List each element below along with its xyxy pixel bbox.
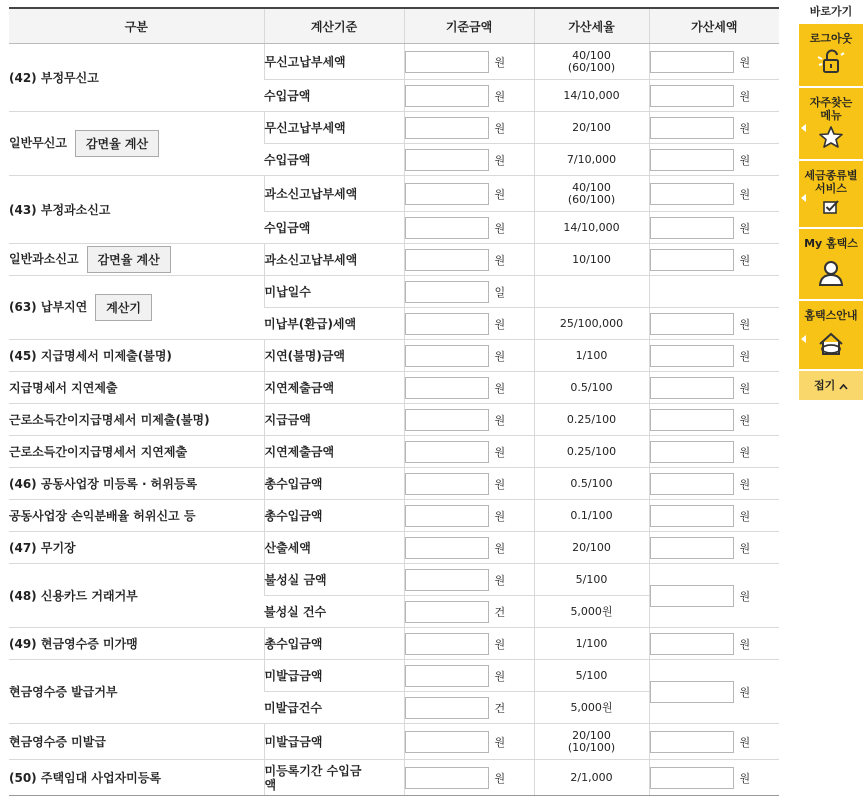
base-amount-input[interactable]: [405, 345, 489, 367]
unit-label: 원: [494, 573, 506, 587]
penalty-amount-input[interactable]: [650, 377, 734, 399]
unit-label: 원: [494, 735, 506, 749]
rate-value: 5,000원: [534, 692, 649, 724]
row-criterion: 과소신고납부세액: [264, 176, 404, 212]
rate-value: 25/100,000: [534, 308, 649, 340]
unit-label: 원: [494, 349, 506, 363]
unit-label: 원: [739, 153, 751, 167]
base-amount-input[interactable]: [405, 249, 489, 271]
unit-label: 원: [739, 253, 751, 267]
penalty-amount-input[interactable]: [650, 313, 734, 335]
table-row: [9, 628, 779, 660]
row-criterion: 미납부(환급)세액: [264, 308, 404, 340]
count-input[interactable]: [405, 697, 489, 719]
unit-label: 원: [739, 771, 751, 785]
row-category: (43) 부정과소신고: [9, 176, 264, 244]
rate-value: [534, 276, 649, 308]
header-criterion: 계산기준: [264, 8, 404, 44]
rate-value: 7/10,000: [534, 144, 649, 176]
table-row: [9, 500, 779, 532]
row-category: (48) 신용카드 거래거부: [9, 564, 264, 628]
base-amount-input[interactable]: [405, 505, 489, 527]
unit-label: 원: [739, 55, 751, 69]
row-category: 일반과소신고: [9, 252, 79, 266]
rate-value: 2/1,000: [534, 760, 649, 796]
rate-value: 5,000원: [534, 596, 649, 628]
penalty-amount-input[interactable]: [650, 149, 734, 171]
row-category: 근로소득간이지급명세서 지연제출: [9, 436, 264, 468]
calculator-button[interactable]: 계산기: [95, 294, 152, 321]
row-criterion: 산출세액: [264, 532, 404, 564]
table-row: [9, 276, 779, 308]
rate-value: 14/10,000: [534, 212, 649, 244]
header-rate: 가산세율: [534, 8, 649, 44]
unit-label: 원: [494, 153, 506, 167]
unit-label: 원: [739, 221, 751, 235]
penalty-tax-table: [9, 7, 779, 796]
penalty-amount-input[interactable]: [650, 217, 734, 239]
header-penalty-amount: 가산세액: [649, 8, 779, 44]
quick-item-label-2: 서비스: [815, 182, 847, 195]
base-amount-input[interactable]: [405, 665, 489, 687]
row-category: (46) 공동사업장 미등록 · 허위등록: [9, 468, 264, 500]
star-icon: [819, 126, 843, 148]
base-amount-input[interactable]: [405, 633, 489, 655]
unit-label: 원: [494, 253, 506, 267]
expand-arrow-icon: [801, 194, 806, 202]
unit-label: 원: [494, 509, 506, 523]
empty-cell: [649, 276, 779, 308]
rate-value: 40/100: [572, 48, 611, 62]
unit-label: 원: [494, 771, 506, 785]
quick-menu-title: 바로가기: [809, 5, 853, 18]
table-row: [9, 564, 779, 596]
quick-item-label: 자주찾는: [809, 96, 853, 109]
rate-value-alt: (60/100): [567, 60, 616, 74]
unlock-icon: [816, 49, 846, 75]
rate-value-alt: (60/100): [567, 192, 616, 206]
row-criterion: 무신고납부세액: [264, 112, 404, 144]
unit-label: 건: [494, 605, 506, 619]
rate-value: 0.1/100: [534, 500, 649, 532]
unit-label: 원: [739, 589, 751, 603]
table-row: [9, 436, 779, 468]
unit-label: 원: [494, 669, 506, 683]
row-criterion: 지연(불명)금액: [264, 340, 404, 372]
row-category: 지급명세서 지연제출: [9, 372, 264, 404]
quick-menu: [799, 0, 863, 400]
unit-label: 원: [494, 541, 506, 555]
penalty-amount-input[interactable]: [650, 409, 734, 431]
penalty-amount-input[interactable]: [650, 117, 734, 139]
table-header-row: [9, 8, 779, 44]
table-row: [9, 468, 779, 500]
header-base-amount: 기준금액: [404, 8, 534, 44]
unit-label: 원: [739, 637, 751, 651]
row-category: (42) 부정무신고: [9, 44, 264, 112]
row-criterion: 지급금액: [264, 404, 404, 436]
row-criterion: 총수입금액: [264, 628, 404, 660]
base-amount-input[interactable]: [405, 51, 489, 73]
table-row: [9, 372, 779, 404]
table-row: [9, 532, 779, 564]
unit-label: 원: [494, 187, 506, 201]
penalty-amount-input[interactable]: [650, 505, 734, 527]
checkbox-icon: [822, 199, 840, 215]
unit-label: 원: [739, 509, 751, 523]
penalty-amount-input[interactable]: [650, 585, 734, 607]
reduction-rate-calc-button[interactable]: 감면율 계산: [75, 130, 159, 157]
table-row: [9, 724, 779, 760]
unit-label: 원: [739, 445, 751, 459]
quick-item-label: My 홈택스: [804, 237, 858, 250]
row-category: (47) 무기장: [9, 532, 264, 564]
base-amount-input[interactable]: [405, 767, 489, 789]
expand-arrow-icon: [801, 335, 806, 343]
rate-value: 1/100: [534, 340, 649, 372]
quick-item-label-2: 메뉴: [820, 109, 842, 122]
unit-label: 원: [739, 89, 751, 103]
penalty-amount-input[interactable]: [650, 767, 734, 789]
base-amount-input[interactable]: [405, 217, 489, 239]
unit-label: 원: [494, 55, 506, 69]
unit-label: 원: [494, 317, 506, 331]
quick-logout[interactable]: [799, 24, 863, 88]
chevron-up-icon: [839, 383, 848, 390]
quick-menu-collapse-button[interactable]: [799, 371, 863, 400]
base-amount-input[interactable]: [405, 117, 489, 139]
base-amount-input[interactable]: [405, 409, 489, 431]
table-row: [9, 340, 779, 372]
row-category: (45) 지급명세서 미제출(불명): [9, 340, 264, 372]
penalty-amount-input[interactable]: [650, 249, 734, 271]
row-criterion: 지연제출금액: [264, 436, 404, 468]
unit-label: 원: [739, 187, 751, 201]
quick-item-label: 로그아웃: [809, 32, 853, 45]
quick-item-label: 세금종류별: [804, 169, 858, 182]
row-criterion: 총수입금액: [264, 500, 404, 532]
rate-value: 20/100: [572, 728, 611, 742]
penalty-amount-input[interactable]: [650, 537, 734, 559]
quick-my-hometax[interactable]: [799, 229, 863, 301]
row-criterion: 불성실 금액: [264, 564, 404, 596]
base-amount-input[interactable]: [405, 473, 489, 495]
table-row: [9, 660, 779, 692]
row-criterion: 과소신고납부세액: [264, 244, 404, 276]
table-row: [9, 404, 779, 436]
penalty-amount-input[interactable]: [650, 633, 734, 655]
row-criterion: 불성실 건수: [264, 596, 404, 628]
row-criterion: 총수입금액: [264, 468, 404, 500]
rate-value: 10/100: [534, 244, 649, 276]
rate-value: 14/10,000: [534, 80, 649, 112]
rate-value: 1/100: [534, 628, 649, 660]
penalty-amount-input[interactable]: [650, 345, 734, 367]
quick-hometax-guide[interactable]: [799, 301, 863, 371]
unit-label: 원: [494, 89, 506, 103]
unit-label: 원: [739, 541, 751, 555]
row-criterion: 무신고납부세액: [264, 44, 404, 80]
base-amount-input[interactable]: [405, 377, 489, 399]
table-row: [9, 244, 779, 276]
quick-item-label: 홈택스안내: [804, 309, 858, 322]
rate-value: 0.5/100: [534, 468, 649, 500]
row-criterion: 미발급건수: [264, 692, 404, 724]
house-icon: [815, 328, 847, 360]
unit-label: 원: [494, 445, 506, 459]
penalty-amount-input[interactable]: [650, 183, 734, 205]
row-category: 현금영수증 발급거부: [9, 660, 264, 724]
table-row: [9, 176, 779, 212]
row-criterion-cont: 액: [264, 777, 277, 792]
row-criterion: 수입금액: [264, 80, 404, 112]
row-category: 현금영수증 미발급: [9, 724, 264, 760]
base-amount-input[interactable]: [405, 537, 489, 559]
header-category: 구분: [9, 8, 264, 44]
unit-label: 원: [494, 413, 506, 427]
base-amount-input[interactable]: [405, 85, 489, 107]
table-row: [9, 112, 779, 144]
base-amount-input[interactable]: [405, 183, 489, 205]
row-category: (50) 주택임대 사업자미등록: [9, 760, 264, 796]
row-criterion: 지연제출금액: [264, 372, 404, 404]
collapse-label: 접기: [813, 379, 836, 392]
unit-label: 원: [739, 317, 751, 331]
row-category: (63) 납부지연: [9, 300, 88, 314]
table-row: [9, 44, 779, 80]
base-amount-input[interactable]: [405, 441, 489, 463]
row-criterion: 수입금액: [264, 212, 404, 244]
rate-value-alt: (10/100): [567, 740, 616, 754]
person-icon: [816, 258, 846, 288]
row-criterion: 미납일수: [264, 276, 404, 308]
unit-label: 원: [739, 477, 751, 491]
unit-label: 원: [739, 413, 751, 427]
penalty-amount-input[interactable]: [650, 85, 734, 107]
rate-value: 40/100: [572, 180, 611, 194]
table-row: [9, 760, 779, 796]
penalty-amount-input[interactable]: [650, 51, 734, 73]
reduction-rate-calc-button[interactable]: 감면율 계산: [87, 246, 171, 273]
count-input[interactable]: [405, 601, 489, 623]
row-category: 일반무신고: [9, 136, 67, 150]
quick-tax-services[interactable]: [799, 161, 863, 229]
unit-label: 일: [494, 285, 506, 299]
unit-label: 원: [494, 381, 506, 395]
unit-label: 원: [739, 685, 751, 699]
unit-label: 원: [739, 381, 751, 395]
base-amount-input[interactable]: [405, 313, 489, 335]
base-amount-input[interactable]: [405, 569, 489, 591]
unit-label: 건: [494, 701, 506, 715]
base-amount-input[interactable]: [405, 149, 489, 171]
unit-label: 원: [739, 349, 751, 363]
row-category: (49) 현금영수증 미가맹: [9, 628, 264, 660]
unit-label: 원: [494, 477, 506, 491]
rate-value: 0.25/100: [534, 436, 649, 468]
unit-label: 원: [739, 735, 751, 749]
unpaid-days-input[interactable]: [405, 281, 489, 303]
rate-value: 20/100: [534, 112, 649, 144]
unit-label: 원: [494, 221, 506, 235]
base-amount-input[interactable]: [405, 731, 489, 753]
quick-favorites[interactable]: [799, 88, 863, 161]
expand-arrow-icon: [801, 124, 806, 132]
penalty-amount-input[interactable]: [650, 731, 734, 753]
row-criterion: 수입금액: [264, 144, 404, 176]
rate-value: 5/100: [534, 660, 649, 692]
rate-value: 20/100: [534, 532, 649, 564]
row-category: 근로소득간이지급명세서 미제출(불명): [9, 404, 264, 436]
penalty-amount-input[interactable]: [650, 473, 734, 495]
penalty-amount-input[interactable]: [650, 441, 734, 463]
rate-value: 0.5/100: [534, 372, 649, 404]
row-criterion: 미발급금액: [264, 724, 404, 760]
unit-label: 원: [739, 121, 751, 135]
row-category: 공동사업장 손익분배율 허위신고 등: [9, 500, 264, 532]
row-criterion: 미발급금액: [264, 660, 404, 692]
rate-value: 5/100: [534, 564, 649, 596]
rate-value: 0.25/100: [534, 404, 649, 436]
penalty-amount-input[interactable]: [650, 681, 734, 703]
row-criterion: 미등록기간 수입금: [264, 763, 362, 778]
unit-label: 원: [494, 121, 506, 135]
unit-label: 원: [494, 637, 506, 651]
